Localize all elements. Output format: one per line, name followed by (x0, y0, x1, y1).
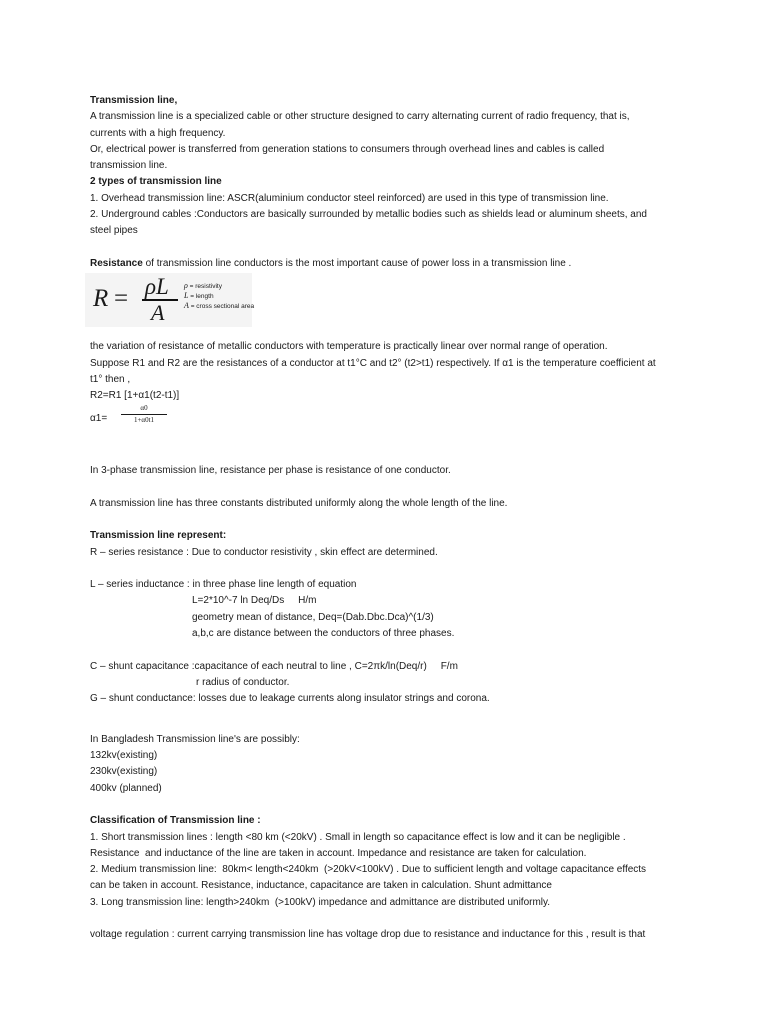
bangladesh-line: 400kv (planned) (90, 782, 162, 794)
classification-line: can be taken in account. Resistance, inductance, capacitance are taken in calculation. Shunt admittance (90, 880, 552, 892)
temp-line: Suppose R1 and R2 are the resistances of a conductor at t1°C and t2° (t2>t1) respectively. If α1 is the temperature coefficient at (90, 357, 656, 369)
bangladesh-line: 132kv(existing) (90, 750, 158, 762)
series-resistance-line: R – series resistance : Due to conductor resistivity , skin effect are determined. (90, 546, 438, 558)
bangladesh-line: 230kv(existing) (90, 766, 158, 778)
intro-line: A transmission line is a specialized cable or other structure designed to carry alternating current of radio frequency, that is, (90, 111, 630, 123)
three-phase-line: In 3-phase transmission line, resistance per phase is resistance of one conductor. (90, 465, 451, 477)
formula-numerator: ρL (145, 274, 169, 300)
doc-title: Transmission line, (90, 95, 178, 106)
temp-line: the variation of resistance of metallic conductors with temperature is practically linear over normal range of operation. (90, 341, 608, 353)
capacitance-line: C – shunt capacitance :capacitance of each neutral to line , C=2πk/ln(Deq/r) F/m (90, 660, 458, 672)
document-page (90, 93, 690, 944)
resistance-term: Resistance (90, 257, 143, 269)
types-line: steel pipes (90, 225, 138, 237)
classification-line: 1. Short transmission lines : length <80 km (<20kV) . Small in length so capacitance effect is low and it can be negligible . (90, 831, 626, 843)
classification-line: Resistance and inductance of the line are taken in account. Impedance and resistance are taken for calculation. (90, 847, 587, 859)
constants-line: A transmission line has three constants distributed uniformly along the whole length of the line. (90, 497, 508, 509)
temp-line: t1° then , (90, 373, 131, 385)
intro-line: Or, electrical power is transferred from generation stations to consumers through overhead lines and cables is called (90, 143, 605, 155)
formula-legend-item: ρ = resistivity (184, 281, 222, 291)
inductance-line: geometry mean of distance, Deq=(Dab.Dbc.Dca)^(1/3) (192, 611, 434, 623)
represent-heading: Transmission line represent: (90, 530, 227, 542)
alpha-denominator: 1+α0t1 (133, 416, 155, 425)
resistance-text: of transmission line conductors is the most important cause of power loss in a transmission line . (142, 257, 572, 269)
classification-line: 2. Medium transmission line: 80km< length<240km (>20kV<100kV) . Due to sufficient length and voltage capacitance effects (90, 864, 647, 876)
alpha-lhs: α1= (90, 413, 108, 425)
classification-line: 3. Long transmission line: length>240km (>100kV) impedance and admittance are distributed uniformly. (90, 896, 551, 908)
formula-denominator: A (151, 300, 165, 326)
formula-legend-item: A = cross sectional area (184, 301, 255, 311)
regulation-line: voltage regulation : current carrying transmission line has voltage drop due to resistance and inductance for this , result is that (90, 929, 646, 941)
alpha-numerator: α0 (140, 404, 148, 413)
formula-lhs: R (93, 285, 109, 313)
bangladesh-line: In Bangladesh Transmission line's are possibly: (90, 733, 300, 745)
types-line: 1. Overhead transmission line: ASCR(aluminium conductor steel reinforced) are used in this type of transmission line. (90, 192, 609, 204)
inductance-line: a,b,c are distance between the conductors of three phases. (192, 628, 455, 640)
alpha-fraction (119, 404, 169, 425)
inductance-line: L=2*10^-7 ln Deq/Ds H/m (192, 595, 317, 607)
alpha-formula (90, 404, 690, 430)
resistance-paragraph (90, 256, 690, 272)
alpha-fraction-bar (121, 414, 167, 415)
intro-line: transmission line. (90, 160, 168, 172)
formula-legend-item: L = length (184, 291, 214, 301)
capacitance-line: r radius of conductor. (196, 676, 290, 688)
types-line: 2. Underground cables :Conductors are basically surrounded by metallic bodies such as shields lead or aluminum sheets, and (90, 209, 647, 221)
types-heading: 2 types of transmission line (90, 176, 222, 188)
temp-line: R2=R1 [1+α1(t2-t1)] (90, 390, 180, 402)
conductance-line: G – shunt conductance: losses due to leakage currents along insulator strings and corona. (90, 693, 490, 705)
resistance-formula-image (85, 273, 255, 327)
formula-equals: = (114, 285, 129, 313)
inductance-line: L – series inductance : in three phase line length of equation (90, 579, 357, 591)
intro-line: currents with a high frequency. (90, 127, 226, 139)
classification-heading: Classification of Transmission line : (90, 815, 261, 827)
